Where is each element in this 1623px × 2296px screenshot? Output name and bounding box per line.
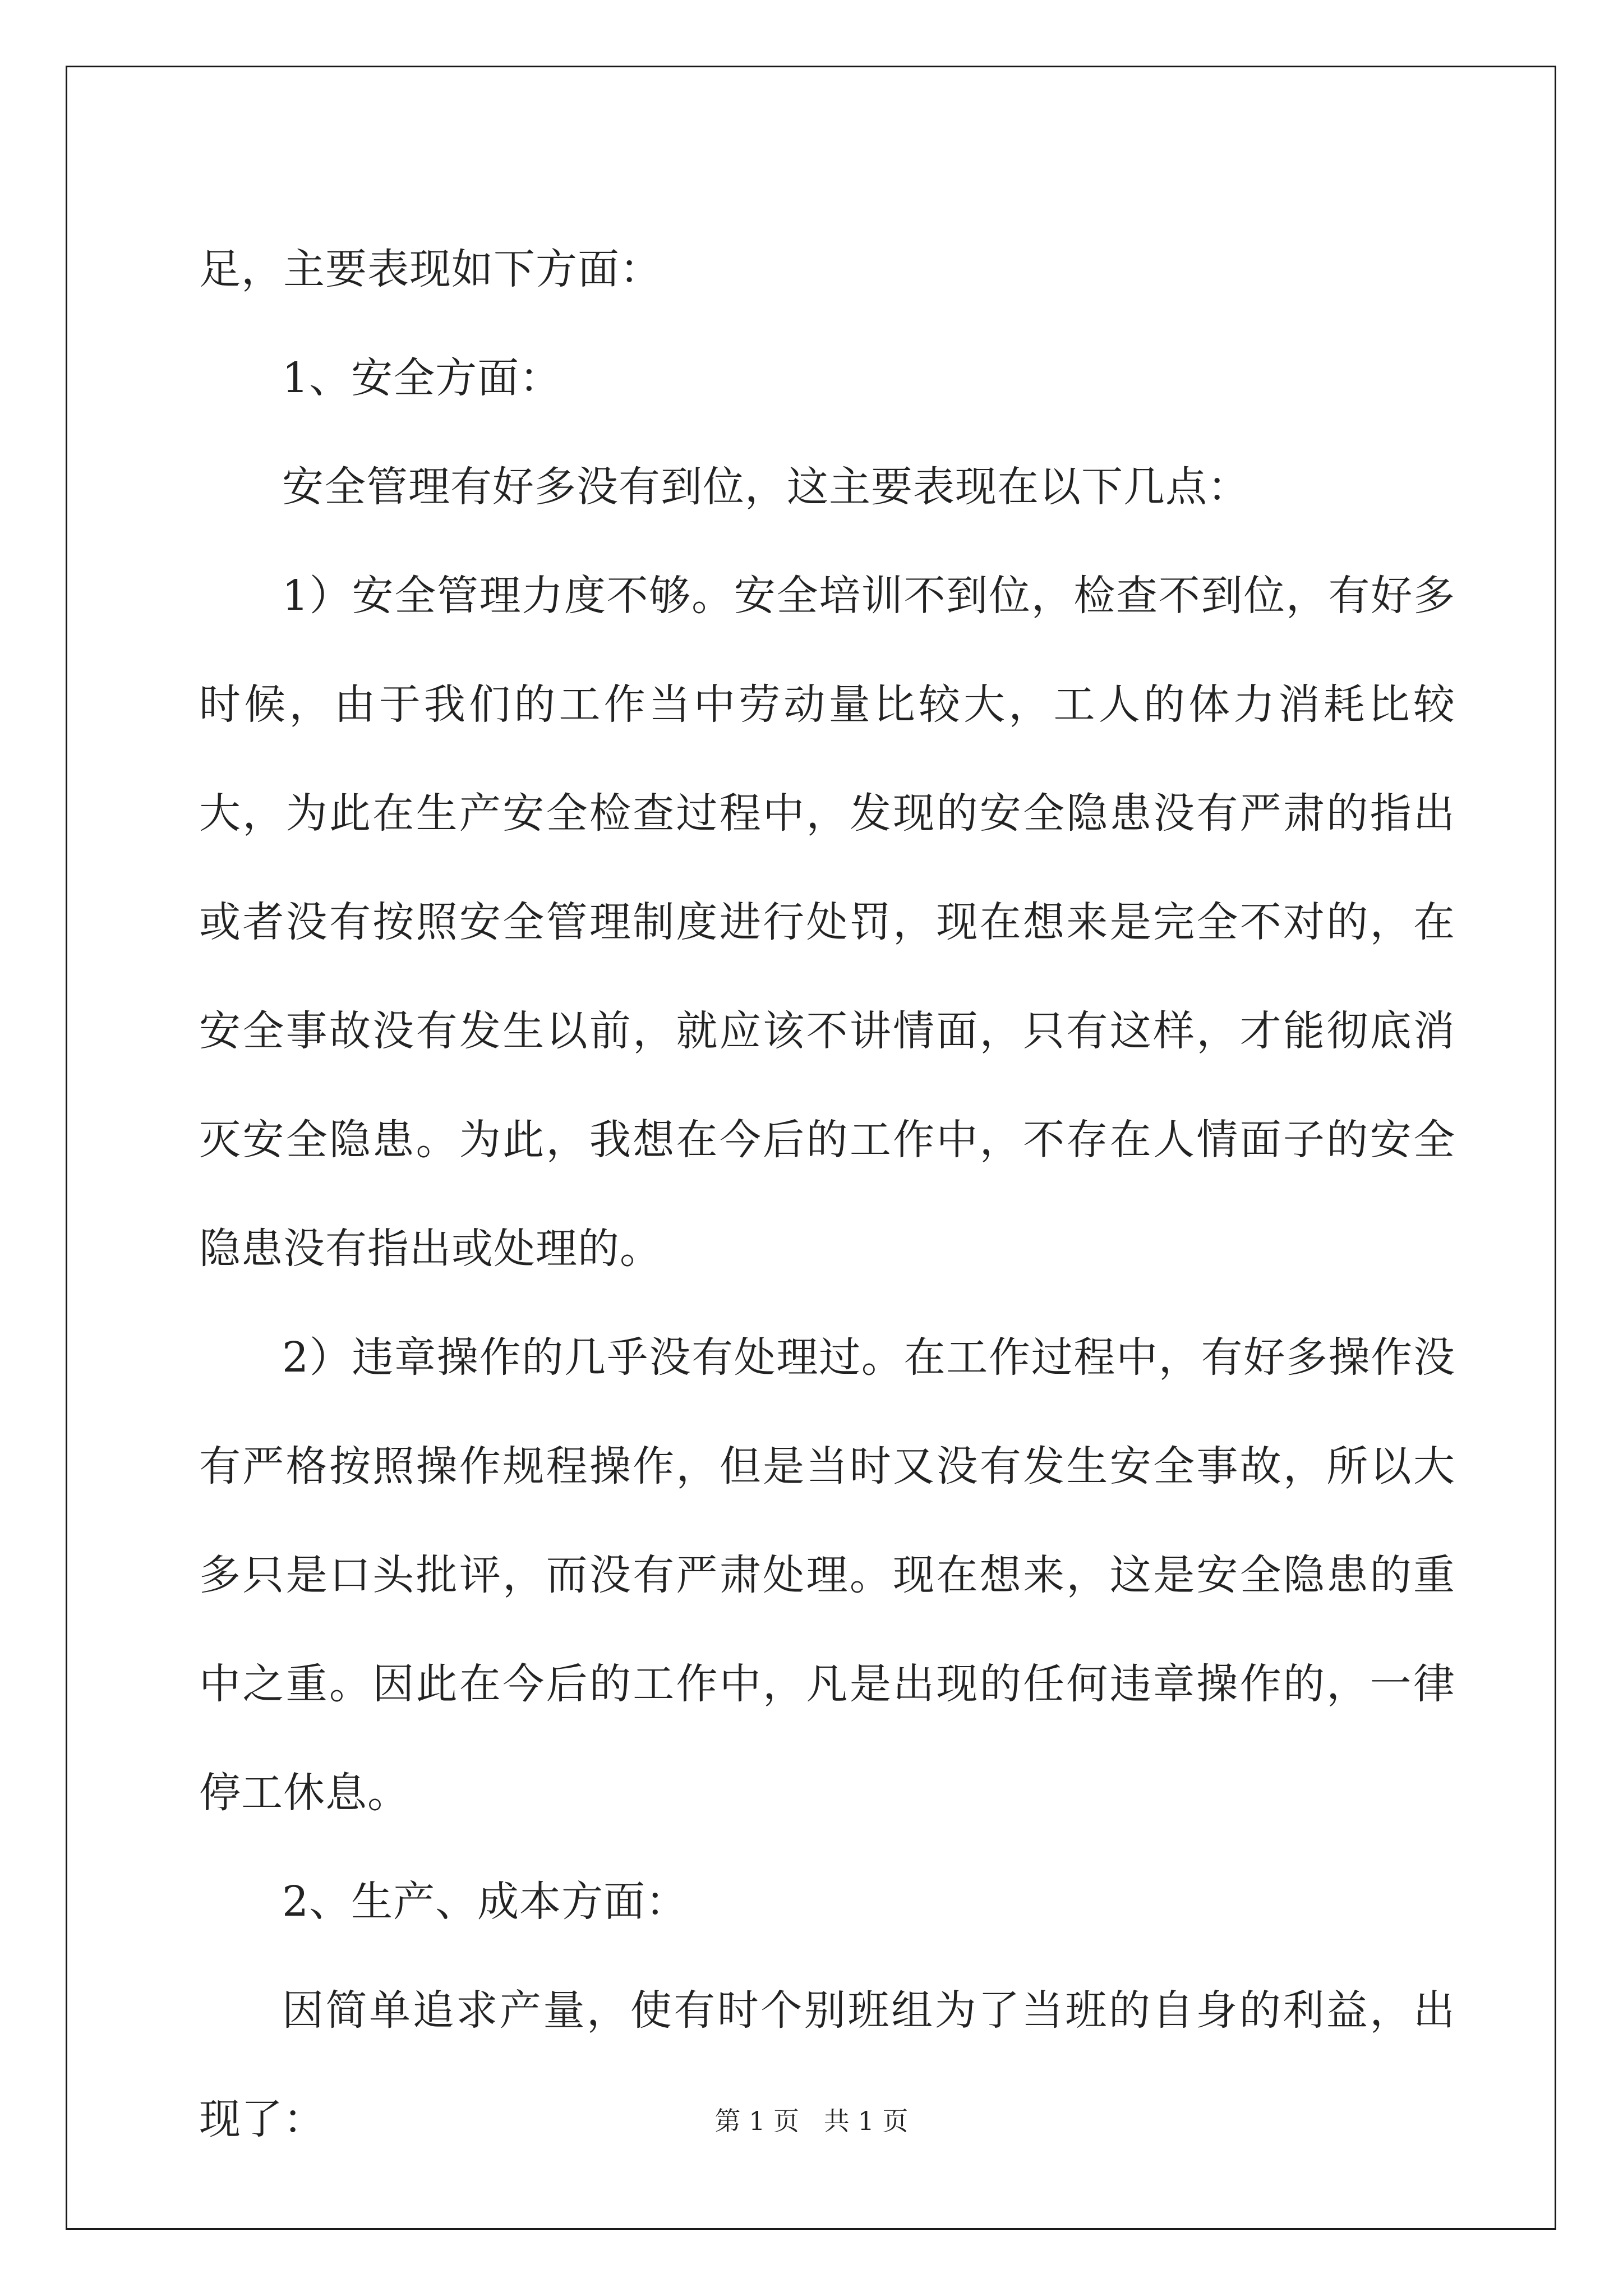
paragraph: 1）安全管理力度不够。安全培训不到位，检查不到位，有好多时候，由于我们的工作当中劳动量比较大，工人的体力消耗比较大，为此在生产安全检查过程中，发现的安全隐患没有严肃的指出或者没有按照安全管理制度进行处罚，现在想来是完全不对的，在安全事故没有发生以前，就应该不讲情面，只有这样，才能彻底消灭安全隐患。为此，我想在今后的工作中，不存在人情面子的安全隐患没有指出或处理的。 [199,572,1455,1273]
section-heading-safety: 1、安全方面： [282,354,562,402]
paragraph: 2）违章操作的几乎没有处理过。在工作过程中，有好多操作没有严格按照操作规程操作，但是当时又没有发生安全事故，所以大多只是口头批评，而没有严肃处理。现在想来，这是安全隐患的重中之重。因此在今后的工作中，凡是出现的任何违章操作的，一律停工休息。 [199,1333,1455,1817]
section-heading-production-cost: 2、生产、成本方面： [282,1878,688,1926]
document-body [199,215,1455,2174]
page-footer: 第 1 页 共 1 页 [714,2106,909,2136]
paragraph: 因简单追求产量，使有时个别班组为了当班的自身的利益，出现了： [199,1986,1455,2143]
paragraph: 安全管理有好多没有到位，这主要表现在以下几点： [282,463,1249,511]
paragraph: 足，主要表现如下方面： [199,245,662,293]
